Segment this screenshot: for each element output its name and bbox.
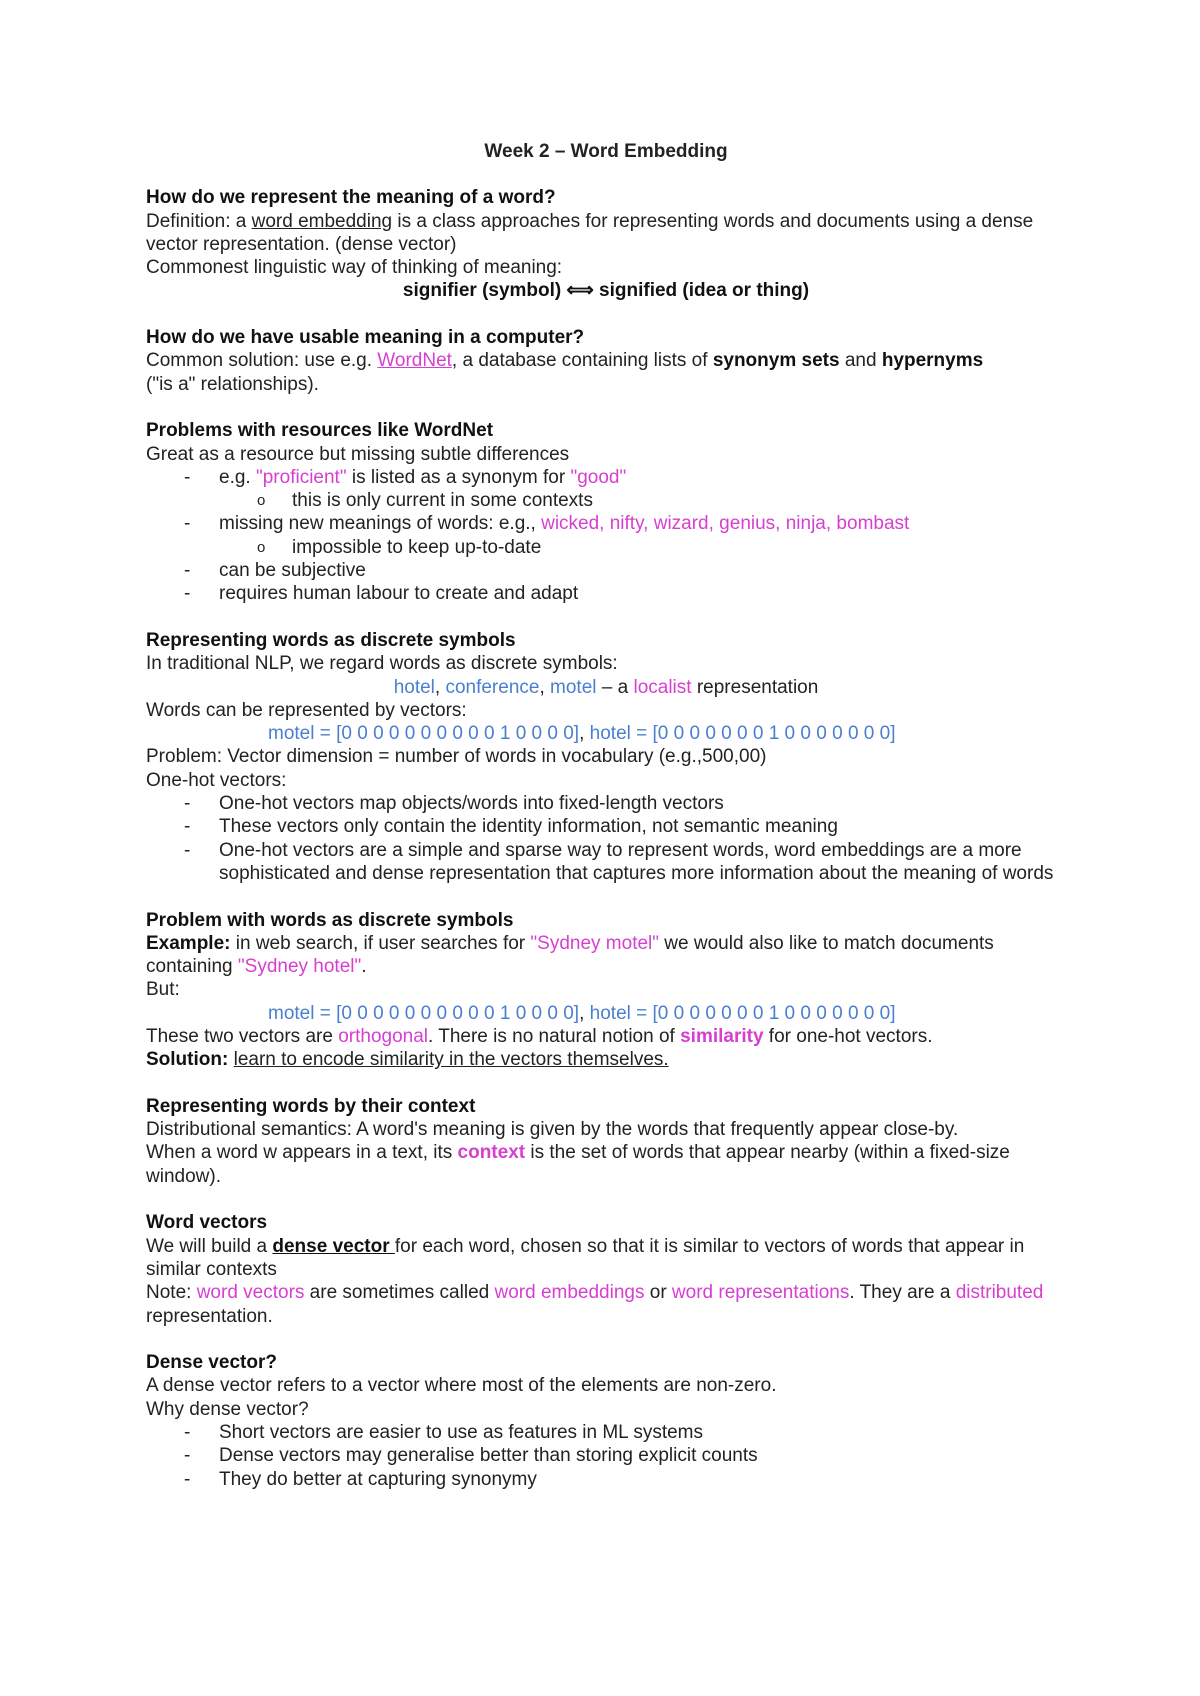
list-item: [146, 466, 1066, 489]
highlight: similarity: [680, 1025, 764, 1047]
paragraph: [146, 1048, 1066, 1071]
text: ,: [579, 723, 590, 745]
text: is listed as a synonym for: [346, 466, 571, 488]
paragraph: A dense vector refers to a vector where most of the elements are non-zero.: [146, 1375, 777, 1397]
paragraph: Words can be represented by vectors:: [146, 699, 467, 721]
text: ,: [579, 1002, 590, 1024]
list-item: [146, 512, 1066, 535]
text: is a class approaches for representing words and documents using a dense vector representation. (dense vector): [146, 210, 1034, 255]
text: .: [361, 956, 367, 978]
text: for each word, chosen so that it is similar to vectors of words that appear in similar contexts: [146, 1235, 1025, 1280]
list-item: - They do better at capturing synonymy: [146, 1468, 1066, 1491]
signifier-formula: signifier (symbol) ⟺ signified (idea or thing): [402, 280, 810, 302]
paragraph: [146, 1025, 1066, 1048]
text: for one-hot vectors.: [763, 1025, 933, 1047]
vector-motel: motel = [0 0 0 0 0 0 0 0 0 0 1 0 0 0 0]: [268, 1002, 580, 1024]
text: ,: [539, 676, 551, 698]
bullet-list: [146, 792, 1066, 885]
bold-term: hypernyms: [881, 350, 984, 372]
text: are sometimes called: [304, 1282, 495, 1304]
paragraph: Commonest linguistic way of thinking of meaning:: [146, 257, 563, 279]
bullet-list: [146, 512, 1066, 535]
highlight: localist: [633, 676, 692, 698]
bold-term: dense vector: [272, 1235, 395, 1257]
list-item: - These vectors only contain the identity information, not semantic meaning: [146, 815, 1066, 838]
vector-motel: motel = [0 0 0 0 0 0 0 0 0 0 1 0 0 0 0]: [268, 723, 580, 745]
text: representation.: [146, 1305, 273, 1327]
list-item: - Short vectors are easier to use as features in ML systems: [146, 1421, 1066, 1444]
bullet-list: [146, 466, 1066, 489]
section-wordnet-problems: [146, 419, 1066, 605]
highlight: distributed: [955, 1282, 1044, 1304]
paragraph: Problem: Vector dimension = number of words in vocabulary (e.g.,500,00): [146, 746, 767, 768]
list-item: - can be subjective: [146, 559, 1066, 582]
highlight: orthogonal: [338, 1025, 428, 1047]
section-meaning: [146, 186, 1066, 302]
term-word-embedding: word embedding: [251, 210, 393, 232]
paragraph: In traditional NLP, we regard words as discrete symbols:: [146, 653, 618, 675]
text: . They are a: [849, 1282, 956, 1304]
text: , a database containing lists of: [451, 350, 713, 372]
text: in web search, if user searches for: [230, 932, 531, 954]
section-discrete-symbols: [146, 629, 1066, 885]
paragraph: Distributional semantics: A word's meaning is given by the words that frequently appear close-by.: [146, 1119, 959, 1141]
paragraph: [146, 1235, 1066, 1282]
section-heading: Problems with resources like WordNet: [146, 420, 494, 442]
section-word-vectors: [146, 1211, 1066, 1327]
text: representation: [691, 676, 819, 698]
paragraph: [146, 932, 1066, 979]
word: hotel: [393, 676, 435, 698]
text: is the set of words that appear nearby (within a fixed-size window).: [146, 1142, 1010, 1187]
vector-line: [146, 722, 1066, 745]
highlight: wicked, nifty, wizard, genius, ninja, bombast: [541, 513, 910, 535]
text: or: [644, 1282, 672, 1304]
highlight: context: [457, 1142, 526, 1164]
paragraph: [146, 349, 1066, 396]
highlight: word vectors: [196, 1282, 305, 1304]
text: and: [839, 350, 882, 372]
bullet-list: [146, 1421, 1066, 1491]
paragraph: [146, 1281, 1066, 1328]
list-item: - Dense vectors may generalise better than storing explicit counts: [146, 1444, 1066, 1467]
paragraph: Why dense vector?: [146, 1398, 309, 1420]
label: Solution:: [146, 1049, 234, 1071]
section-heading: Dense vector?: [146, 1352, 277, 1374]
localist-line: [146, 676, 1066, 699]
wordnet-link[interactable]: WordNet: [377, 350, 452, 372]
section-heading: Representing words as discrete symbols: [146, 629, 516, 651]
text: Note:: [146, 1282, 197, 1304]
vector-hotel: hotel = [0 0 0 0 0 0 0 1 0 0 0 0 0 0 0]: [589, 723, 896, 745]
highlight: word embeddings: [494, 1282, 645, 1304]
text: ,: [434, 676, 446, 698]
bullet-list: [146, 559, 1066, 606]
text: e.g.: [219, 466, 256, 488]
text: ("is a" relationships).: [146, 373, 319, 395]
definition-paragraph: [146, 210, 1066, 257]
section-context: [146, 1095, 1066, 1188]
text: Definition: a: [146, 210, 252, 232]
paragraph: But:: [146, 979, 180, 1001]
word: motel: [550, 676, 597, 698]
paragraph: [146, 1141, 1066, 1188]
highlight: "Sydney motel": [530, 932, 660, 954]
highlight: word representations: [671, 1282, 850, 1304]
sub-list-item: o impossible to keep up-to-date: [146, 536, 1066, 559]
highlight: "Sydney hotel": [237, 956, 362, 978]
paragraph: One-hot vectors:: [146, 769, 287, 791]
page-title: Week 2 – Word Embedding: [484, 141, 728, 162]
list-item: - requires human labour to create and adapt: [146, 582, 1066, 605]
text: These two vectors are: [146, 1025, 339, 1047]
text: – a: [596, 676, 634, 698]
section-dense-vector: [146, 1351, 1066, 1491]
label: Example:: [146, 932, 231, 954]
word: conference: [445, 676, 540, 698]
section-heading: How do we have usable meaning in a computer?: [146, 327, 585, 349]
text: . There is no natural notion of: [428, 1025, 681, 1047]
section-discrete-problem: [146, 909, 1066, 1072]
highlight: "proficient": [255, 466, 347, 488]
section-heading: Problem with words as discrete symbols: [146, 909, 514, 931]
section-heading: Word vectors: [146, 1212, 268, 1234]
sub-list: [146, 489, 1066, 512]
document-page: [146, 140, 1066, 1514]
list-item: - One-hot vectors are a simple and sparse way to represent words, word embeddings are a more sophisticated and dense representation that captures more information about the meaning of words: [146, 839, 1066, 886]
list-item: - One-hot vectors map objects/words into fixed-length vectors: [146, 792, 1066, 815]
sub-list-item: o this is only current in some contexts: [146, 489, 1066, 512]
sub-list: [146, 536, 1066, 559]
section-heading: Representing words by their context: [146, 1095, 476, 1117]
text: missing new meanings of words: e.g.,: [219, 513, 542, 535]
text: We will build a: [146, 1235, 273, 1257]
text: When a word w appears in a text, its: [146, 1142, 458, 1164]
paragraph: Great as a resource but missing subtle differences: [146, 443, 570, 465]
section-heading: How do we represent the meaning of a word?: [146, 187, 556, 209]
vector-hotel: hotel = [0 0 0 0 0 0 0 1 0 0 0 0 0 0 0]: [589, 1002, 896, 1024]
highlight: "good": [570, 466, 627, 488]
text: we would also like to match documents containing: [146, 932, 994, 978]
vector-line: [146, 1002, 1066, 1025]
section-usable-meaning: [146, 326, 1066, 396]
solution-text: learn to encode similarity in the vectors themselves.: [233, 1049, 669, 1071]
text: Common solution: use e.g.: [146, 350, 378, 372]
bold-term: synonym sets: [712, 350, 840, 372]
